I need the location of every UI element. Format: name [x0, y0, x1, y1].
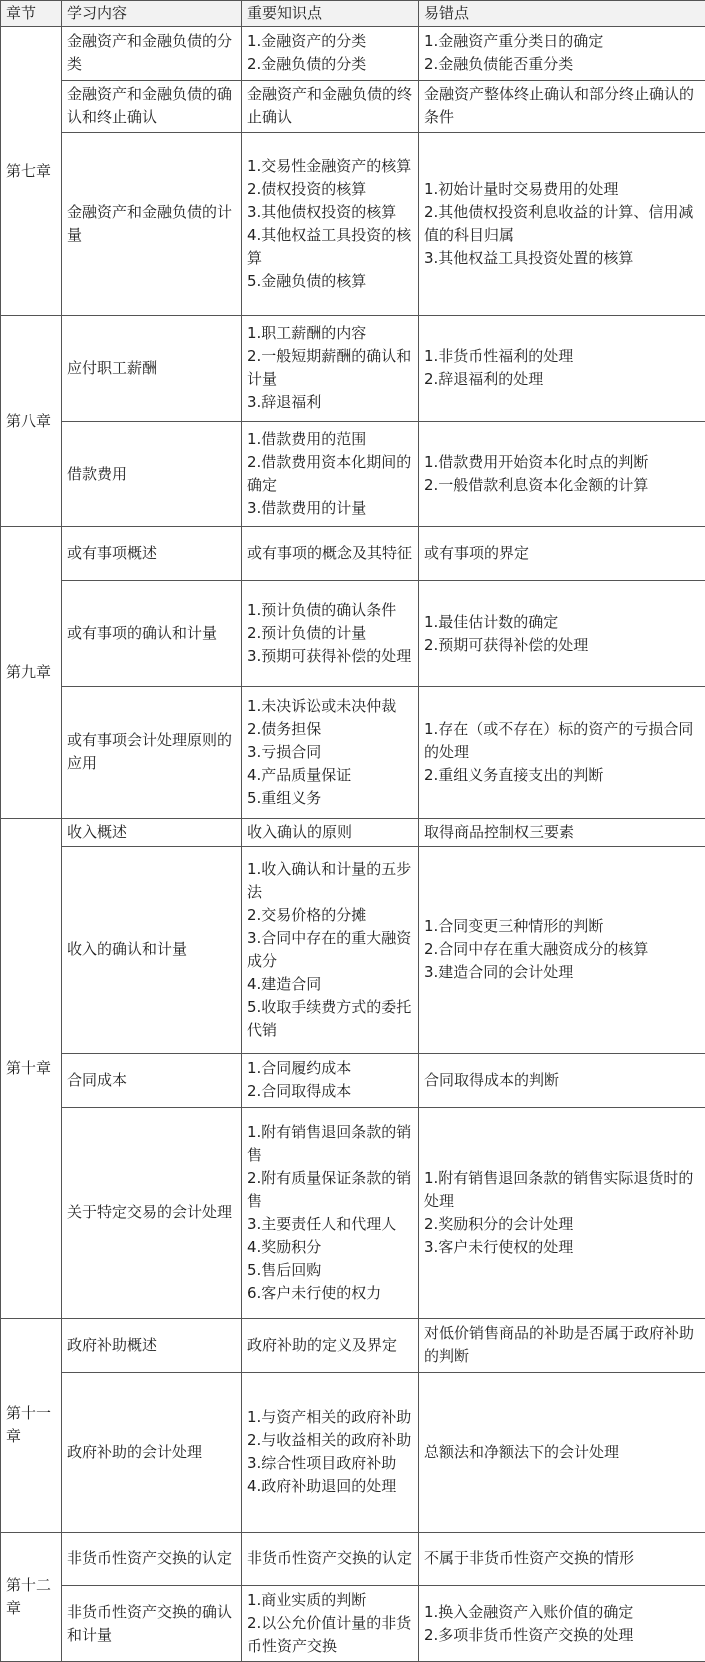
topic-cell: 借款费用	[62, 421, 242, 527]
key-point-item: 2.交易价格的分摊	[247, 905, 367, 924]
chapter-cell: 第八章	[1, 316, 62, 527]
key-point-item: 政府补助的定义及界定	[247, 1335, 398, 1354]
error-points-cell	[419, 27, 705, 81]
error-points-cell	[419, 1107, 705, 1318]
topic-cell: 政府补助概述	[62, 1318, 242, 1372]
key-points-cell	[242, 80, 419, 132]
key-point-item: 2.债务担保	[247, 719, 322, 738]
key-point-item: 2.预计负债的计量	[247, 624, 367, 643]
key-point-item: 5.重组义务	[247, 788, 322, 807]
error-point-item: 或有事项的界定	[424, 544, 530, 563]
key-point-item: 1.商业实质的判断	[247, 1591, 367, 1610]
error-point-item: 1.存在（或不存在）标的资产的亏损合同的处理	[424, 719, 694, 761]
table-row	[1, 1318, 705, 1372]
topic-cell: 或有事项的确认和计量	[62, 581, 242, 687]
error-point-item: 金融资产整体终止确认和部分终止确认的条件	[424, 85, 695, 127]
key-points-cell	[242, 687, 419, 819]
key-point-item: 4.建造合同	[247, 974, 322, 993]
key-point-item: 3.综合性项目政府补助	[247, 1454, 397, 1473]
topic-cell: 非货币性资产交换的认定	[62, 1532, 242, 1586]
topic-cell: 金融资产和金融负债的计量	[62, 132, 242, 315]
table-row	[1, 316, 705, 422]
key-point-item: 1.交易性金融资产的核算	[247, 156, 412, 175]
chapter-cell: 第七章	[1, 27, 62, 316]
header-chapter: 章节	[1, 1, 62, 27]
key-point-item: 1.合同履约成本	[247, 1059, 352, 1078]
key-point-item: 2.与收益相关的政府补助	[247, 1431, 412, 1450]
error-point-item: 1.初始计量时交易费用的处理	[424, 179, 619, 198]
key-point-item: 2.借款费用资本化期间的确定	[247, 453, 412, 495]
key-point-item: 3.其他债权投资的核算	[247, 202, 397, 221]
error-point-item: 2.多项非货币性资产交换的处理	[424, 1625, 634, 1644]
key-point-item: 1.借款费用的范围	[247, 430, 367, 449]
key-points-cell	[242, 581, 419, 687]
error-point-item: 2.一般借款利息资本化金额的计算	[424, 476, 649, 495]
key-points-cell	[242, 1053, 419, 1107]
error-points-cell	[419, 132, 705, 315]
topic-cell: 收入的确认和计量	[62, 846, 242, 1053]
key-point-item: 6.客户未行使的权力	[247, 1283, 382, 1302]
topic-cell: 政府补助的会计处理	[62, 1372, 242, 1532]
error-point-item: 1.非货币性福利的处理	[424, 347, 574, 366]
error-point-item: 1.附有销售退回条款的销售实际退货时的处理	[424, 1168, 694, 1210]
error-points-cell	[419, 818, 705, 846]
error-point-item: 2.预期可获得补偿的处理	[424, 635, 589, 654]
error-point-item: 3.客户未行使权的处理	[424, 1237, 574, 1256]
topic-cell: 关于特定交易的会计处理	[62, 1107, 242, 1318]
error-points-cell	[419, 1318, 705, 1372]
key-points-cell	[242, 1318, 419, 1372]
key-point-item: 5.收取手续费方式的委托代销	[247, 997, 412, 1039]
key-point-item: 2.金融负债的分类	[247, 55, 367, 74]
error-point-item: 1.借款费用开始资本化时点的判断	[424, 453, 649, 472]
key-point-item: 1.附有销售退回条款的销售	[247, 1122, 412, 1164]
table-row	[1, 581, 705, 687]
error-point-item: 1.金融资产重分类日的确定	[424, 32, 604, 51]
key-points-cell	[242, 818, 419, 846]
topic-cell: 收入概述	[62, 818, 242, 846]
header-row	[1, 1, 705, 27]
error-point-item: 不属于非货币性资产交换的情形	[424, 1549, 635, 1568]
error-points-cell	[419, 687, 705, 819]
key-point-item: 3.预期可获得补偿的处理	[247, 647, 412, 666]
key-point-item: 4.产品质量保证	[247, 765, 352, 784]
error-points-cell	[419, 1532, 705, 1586]
key-points-cell	[242, 27, 419, 81]
error-point-item: 3.其他权益工具投资处置的核算	[424, 248, 634, 267]
key-point-item: 金融资产和金融负债的终止确认	[247, 85, 413, 127]
chapter-cell: 第九章	[1, 527, 62, 818]
table-row	[1, 527, 705, 581]
key-point-item: 4.奖励积分	[247, 1237, 322, 1256]
header-points: 重要知识点	[242, 1, 419, 27]
header-topic: 学习内容	[62, 1, 242, 27]
chapter-cell: 第十一章	[1, 1318, 62, 1532]
error-point-item: 总额法和净额法下的会计处理	[424, 1442, 620, 1461]
error-point-item: 2.金融负债能否重分类	[424, 55, 574, 74]
key-points-cell	[242, 1107, 419, 1318]
key-points-cell	[242, 421, 419, 527]
table-row	[1, 1532, 705, 1586]
error-points-cell	[419, 421, 705, 527]
error-point-item: 1.换入金融资产入账价值的确定	[424, 1602, 634, 1621]
table-body	[1, 27, 705, 1662]
table-row	[1, 27, 705, 81]
key-point-item: 2.合同取得成本	[247, 1082, 352, 1101]
key-points-cell	[242, 132, 419, 315]
error-point-item: 2.合同中存在重大融资成分的核算	[424, 940, 649, 959]
key-point-item: 3.合同中存在的重大融资成分	[247, 928, 412, 970]
error-point-item: 1.合同变更三种情形的判断	[424, 917, 604, 936]
key-point-item: 3.亏损合同	[247, 742, 322, 761]
key-point-item: 1.金融资产的分类	[247, 32, 367, 51]
key-point-item: 非货币性资产交换的认定	[247, 1549, 413, 1568]
key-point-item: 3.主要责任人和代理人	[247, 1214, 397, 1233]
key-points-cell	[242, 1586, 419, 1662]
error-points-cell	[419, 80, 705, 132]
key-points-cell	[242, 1372, 419, 1532]
topic-cell: 合同成本	[62, 1053, 242, 1107]
topic-cell: 应付职工薪酬	[62, 316, 242, 422]
error-point-item: 3.建造合同的会计处理	[424, 963, 574, 982]
key-point-item: 1.职工薪酬的内容	[247, 324, 367, 343]
error-point-item: 2.奖励积分的会计处理	[424, 1214, 574, 1233]
key-point-item: 2.一般短期薪酬的确认和计量	[247, 347, 412, 389]
key-point-item: 1.收入确认和计量的五步法	[247, 859, 412, 901]
key-point-item: 3.借款费用的计量	[247, 499, 367, 518]
key-point-item: 5.售后回购	[247, 1260, 322, 1279]
table-row	[1, 421, 705, 527]
table-row	[1, 1107, 705, 1318]
key-points-cell	[242, 316, 419, 422]
header-errors: 易错点	[419, 1, 705, 27]
key-point-item: 1.与资产相关的政府补助	[247, 1408, 412, 1427]
key-point-item: 或有事项的概念及其特征	[247, 544, 413, 563]
key-point-item: 2.附有质量保证条款的销售	[247, 1168, 412, 1210]
key-point-item: 1.预计负债的确认条件	[247, 601, 397, 620]
table-row	[1, 687, 705, 819]
topic-cell: 非货币性资产交换的确认和计量	[62, 1586, 242, 1662]
error-points-cell	[419, 1053, 705, 1107]
error-point-item: 合同取得成本的判断	[424, 1070, 560, 1089]
key-points-cell	[242, 1532, 419, 1586]
topic-cell: 或有事项会计处理原则的应用	[62, 687, 242, 819]
table-row	[1, 1372, 705, 1532]
topic-cell: 金融资产和金融负债的分类	[62, 27, 242, 81]
chapter-cell: 第十章	[1, 818, 62, 1318]
topic-cell: 或有事项概述	[62, 527, 242, 581]
key-point-item: 2.以公允价值计量的非货币性资产交换	[247, 1614, 412, 1656]
table-row	[1, 132, 705, 315]
key-point-item: 4.政府补助退回的处理	[247, 1477, 397, 1496]
error-points-cell	[419, 527, 705, 581]
key-point-item: 1.未决诉讼或未决仲裁	[247, 696, 397, 715]
key-point-item: 收入确认的原则	[247, 822, 353, 841]
error-point-item: 1.最佳估计数的确定	[424, 612, 559, 631]
error-points-cell	[419, 1586, 705, 1662]
table-row	[1, 80, 705, 132]
key-point-item: 5.金融负债的核算	[247, 271, 367, 290]
error-points-cell	[419, 846, 705, 1053]
table-row	[1, 1053, 705, 1107]
key-point-item: 3.辞退福利	[247, 393, 322, 412]
key-points-cell	[242, 527, 419, 581]
error-point-item: 2.其他债权投资利息收益的计算、信用减值的科目归属	[424, 202, 694, 244]
error-points-cell	[419, 1372, 705, 1532]
error-point-item: 2.辞退福利的处理	[424, 370, 544, 389]
table-row	[1, 846, 705, 1053]
table-row	[1, 818, 705, 846]
error-point-item: 取得商品控制权三要素	[424, 822, 575, 841]
key-points-cell	[242, 846, 419, 1053]
chapter-cell: 第十二章	[1, 1532, 62, 1662]
error-points-cell	[419, 581, 705, 687]
key-point-item: 4.其他权益工具投资的核算	[247, 225, 412, 267]
error-point-item: 2.重组义务直接支出的判断	[424, 765, 604, 784]
error-point-item: 对低价销售商品的补助是否属于政府补助的判断	[424, 1324, 695, 1366]
table-row	[1, 1586, 705, 1662]
error-points-cell	[419, 316, 705, 422]
topic-cell: 金融资产和金融负债的确认和终止确认	[62, 80, 242, 132]
key-point-item: 2.债权投资的核算	[247, 179, 367, 198]
